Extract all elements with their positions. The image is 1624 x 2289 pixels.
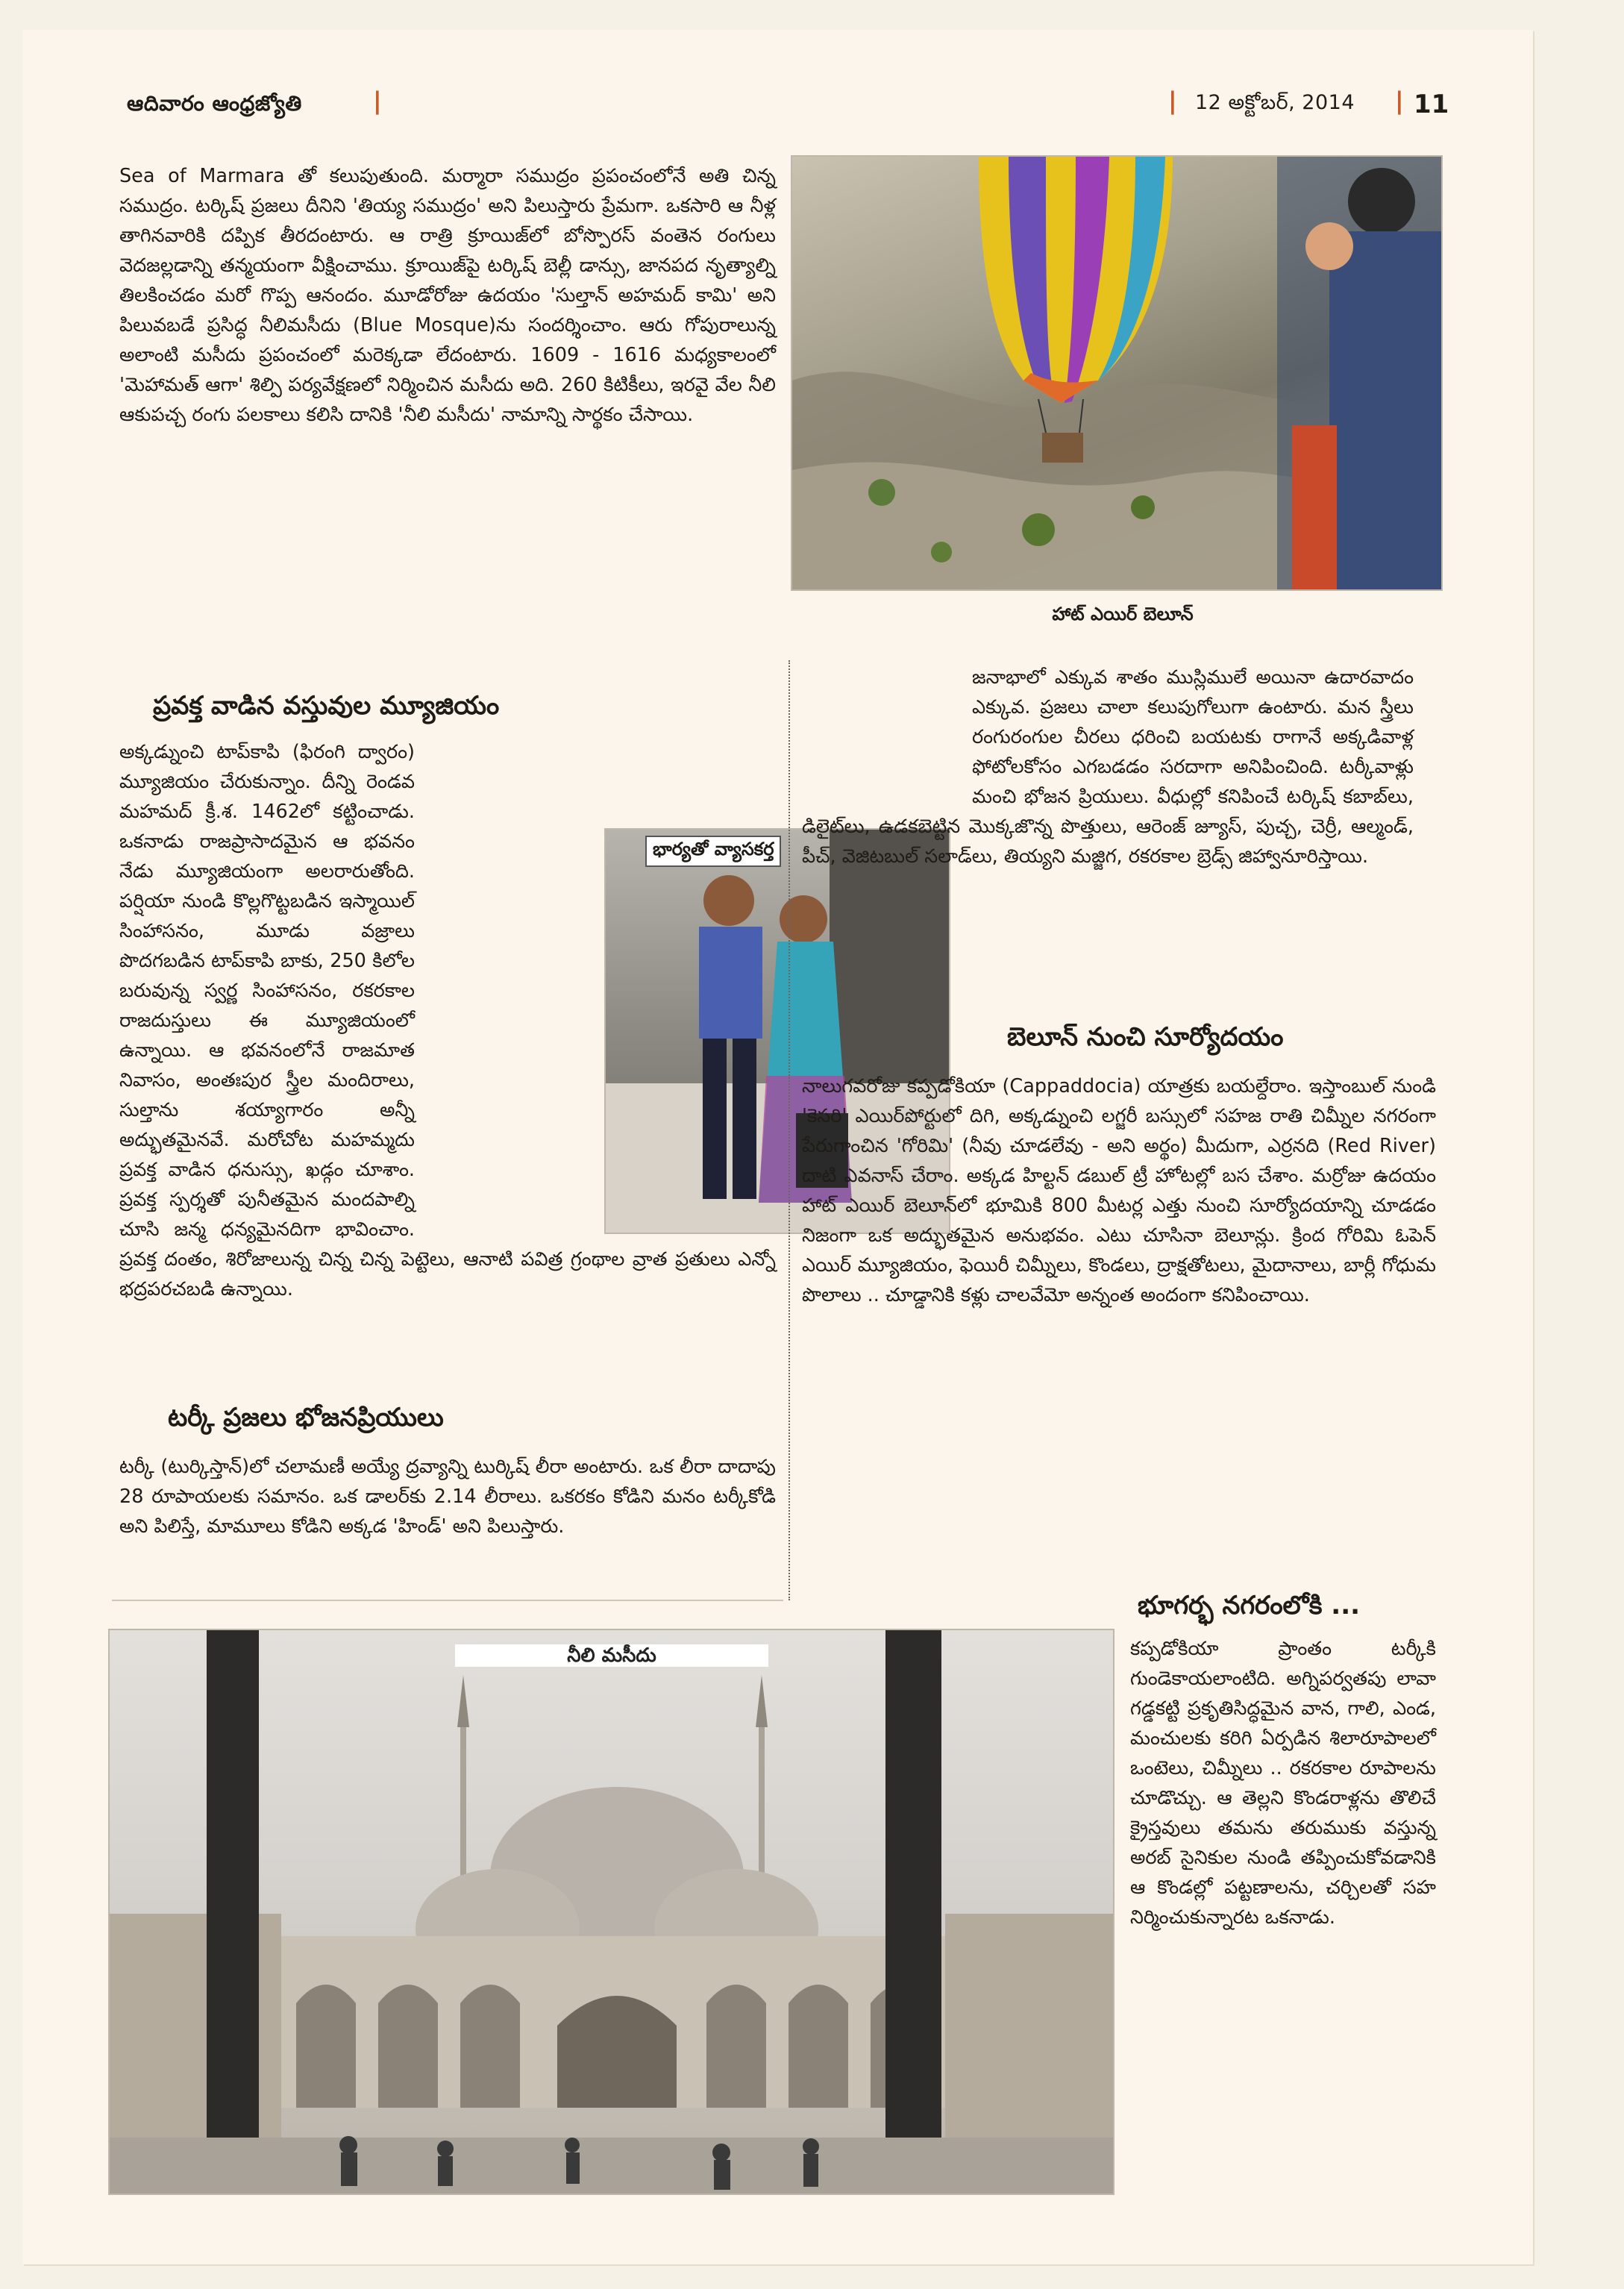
header-divider-icon: | <box>1395 87 1404 115</box>
header-divider-icon: | <box>373 87 382 115</box>
balloon-heading: బెలూన్ నుంచి సూర్యోదయం <box>1007 1022 1284 1052</box>
culture-text: జనాభాలో ఎక్కువ శాతం ముస్లిములే అయినా ఉదారవాదం ఎక్కువ. ప్రజలు చాలా కలుపుగోలుగా ఉంటారు. మన స్త్రీలు రంగురంగుల చీరలు ధరించి బయటకు రాగానే అక్కడివాళ్ల ఫోటోలకోసం ఎగబడడం సరదాగా అనిపించింది. టర్కీవాళ్లు మంచి భోజన ప్రియులు. వీధుల్లో కనిపించే టర్కిష్ కబాబ్‌లు, డిలైట్‌లు, ఉడకబెట్టిన మొక్కజొన్న పొత్తులు, ఆరెంజ్ జ్యూస్, పుచ్చ, చెర్రీ, ఆల్మండ్, పీచ్, వెజిటబుల్ సలాడ్‌లు, తియ్యని మజ్జిగ, రకరకాల బ్రెడ్స్ జిహ్వానూరిస్తాయి. <box>802 666 1414 868</box>
balloon-caption: హాట్ ఎయిర్ బెలూన్ <box>1052 604 1194 624</box>
mosque-scene-icon <box>110 1630 1113 2194</box>
mosque-caption: నీలి మసీదు <box>455 1644 768 1667</box>
newspaper-page <box>22 30 1533 2264</box>
underground-paragraph: కప్పడోకియా ప్రాంతం టర్కీకి గుండెకాయలాంటిది. అగ్నిపర్వతపు లావా గడ్డకట్టి ప్రకృతిసిద్ధమైన వాన, గాలి, ఎండ, మంచులకు కరిగి ఏర్పడిన శిలారూపాలలో ఒంటెలు, చిమ్నీలు .. రకరకాల రూపాలను చూడొచ్చు. ఆ తెల్లని కొండరాళ్లను తొలిచే క్రైస్తవులు తమను తరుముకు వస్తున్న అరబ్ సైనికుల నుండి తప్పించుకోవడానికి ఆ కొండల్లో పట్టణాలను, చర్చిలతో సహ నిర్మించుకున్నారట ఒకనాడు. <box>1130 1638 1436 1929</box>
food-paragraph: టర్కీ (టుర్కిస్తాన్)లో చలామణీ అయ్యే ద్రవ్యాన్ని టుర్కిష్ లీరా అంటారు. ఒక లీరా దాదాపు 28 రూపాయలకు సమానం. ఒక డాలర్‌కు 2.14 లీరాలు. ఒకరకం కోడిని మనం టర్కీకోడి అని పిలిస్తే, మామూలు కోడిని అక్కడ 'హిండ్' అని పిలుస్తారు. <box>119 1456 776 1538</box>
author-caption: భార్యతో వ్యాసకర్త <box>645 836 781 867</box>
intro-paragraph: Sea of Marmara తో కలుపుతుంది. మర్మారా సముద్రం ప్రపంచంలోనే అతి చిన్న సముద్రం. టర్కిష్ ప్రజలు దీనిని 'తియ్య సముద్రం' అని పిలుస్తారు ప్రేమగా. ఒకసారి ఆ నీళ్ల తాగినవారికి దప్పిక తీరదంటారు. ఆ రాత్రి క్రూయిజ్‌లో బోస్పొరస్ వంతెన రంగులు వెదజల్లడాన్ని తన్మయంగా వీక్షించాము. క్రూయిజ్‌పై టర్కిష్ బెల్లీ డాన్సు, జానపద నృత్యాల్ని తిలకించడం మరో గొప్ప ఆనందం. మూడోరోజు ఉదయం 'సుల్తాన్ అహమద్ కామి' అని పిలువబడే ప్రసిద్ధ నీలిమసీదు (Blue Mosque)ను సందర్శించాం. ఆరు గోపురాలున్న అలాంటి మసీదు ప్రపంచంలో మరెక్కడా లేదంటారు. 1609 - 1616 మధ్యకాలంలో 'మెహామత్ ఆగా' శిల్పి పర్యవేక్షణలో నిర్మించిన మసీదు అది. 260 కిటికీలు, ఇరవై వేల నీలి ఆకుపచ్చ రంగు పలకాలు కలిసి దానికి 'నీలి మసీదు' నామాన్ని సార్థకం చేసాయి. <box>119 165 776 426</box>
blue-mosque-photo <box>108 1629 1114 2195</box>
page-number: 11 <box>1414 90 1449 119</box>
hot-air-balloon-photo <box>791 155 1443 591</box>
column-divider <box>789 660 790 1600</box>
underground-heading: భూగర్భ నగరంలోకి ... <box>1138 1591 1361 1621</box>
paper-name: ఆదివారం ఆంధ్రజ్యోతి <box>127 91 302 116</box>
food-heading: టర్కీ ప్రజలు భోజనప్రియులు <box>168 1403 444 1432</box>
issue-date: 12 అక్టోబర్, 2014 <box>1195 91 1355 114</box>
culture-photo-spacer <box>802 663 965 807</box>
balloon-paragraph: నాలుగవరోజు కప్పడోకియా (Cappaddocia) యాత్రకు బయల్దేరాం. ఇస్తాంబుల్ నుండి 'కెసరి' ఎయిర్‌పోర్టులో దిగి, అక్కడ్నుంచి లగ్జరీ బస్సులో సహజ రాతి చిమ్నీల నగరంగా పేరుగాంచిన 'గోరిమి' (నీవు చూడలేవు - అని అర్థం) మీదుగా, ఎర్రనది (Red River) దాటి ఎవనాస్ చేరాం. అక్కడ హిల్టన్ డబుల్ ట్రీ హోటల్లో బస చేశాం. మర్రోజు ఉదయం హాట్ ఎయిర్ బెలూన్‌లో భూమికి 800 మీటర్ల ఎత్తు నుంచి సూర్యోదయాన్ని చూడడం నిజంగా ఒక అద్భుతమైన అనుభవం. ఎటు చూసినా బెలూన్లు. క్రింద గోరిమి ఓపెన్ ఎయిర్ మ్యూజియం, ఫెయిరీ చిమ్నీలు, కొండలు, ద్రాక్షతోటలు, మైదానాలు, బార్లీ గోధుమ పొలాలు .. చూడ్డానికి కళ్లు చాలవేమో అన్నంత అందంగా కనిపించాయి. <box>802 1075 1436 1306</box>
section-divider <box>112 1600 783 1601</box>
balloon-scene-icon <box>792 157 1441 589</box>
culture-paragraph <box>802 663 1414 1036</box>
museum-text: అక్కడ్నుంచి టాప్‌కాపి (ఫిరంగి ద్వారం) మ్యూజియం చేరుకున్నాం. దీన్ని రెండవ మహమద్ క్రీ.శ. 1462లో కట్టించాడు. ఒకనాడు రాజప్రాసాదమైన ఆ భవనం నేడు మ్యూజియంగా అలరారుతోంది. పర్షియా నుండి కొల్లగొట్టబడిన ఇస్మాయిల్ సింహాసనం, మూడు వజ్రాలు పొదగబడిన టాప్‌కాపి బాకు, 250 కిలోల బరువున్న స్వర్ణ సింహాసనం, రకరకాల రాజదుస్తులు ఈ మ్యూజియంలో ఉన్నాయి. ఆ భవనంలోనే రాజమాత నివాసం, అంతఃపుర స్త్రీల మందిరాలు, సుల్తాను శయ్యాగారం అన్నీ అద్భుతమైనవే. మరోచోట మహమ్మదు ప్రవక్త వాడిన ధనుస్సు, ఖడ్గం చూశాం. ప్రవక్త స్పర్శతో పునీతమైన మందపాల్ని చూసి జన్మ ధన్యమైనదిగా భావించాం. ప్రవక్త దంతం, శిరోజాలున్న చిన్న చిన్న పెట్టెలు, ఆనాటి పవిత్ర గ్రంథాల వ్రాత ప్రతులు ఎన్నో భద్రపరచబడి ఉన్నాయి. <box>119 741 776 1300</box>
header-divider-icon: | <box>1168 87 1177 115</box>
museum-heading: ప్రవక్త వాడిన వస్తువుల మ్యూజియం <box>153 691 500 721</box>
